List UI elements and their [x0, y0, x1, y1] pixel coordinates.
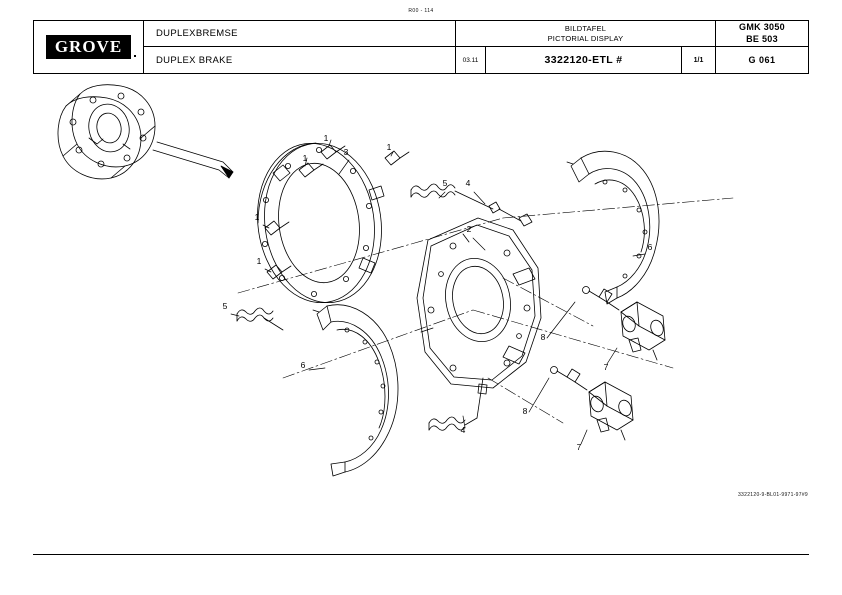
- spring-assembly-lower: [429, 378, 487, 430]
- wheel-brake-cylinder-lower: [551, 367, 634, 441]
- assembly-name-en: DUPLEX BRAKE: [156, 54, 233, 66]
- brake-shoe-lower: [313, 305, 398, 476]
- callout-15: 4: [460, 425, 466, 435]
- grove-logo: GROVE: [46, 35, 131, 59]
- spring-assembly-left: [237, 308, 283, 330]
- exploded-view-drawing: [33, 78, 809, 518]
- callout-10: 6: [647, 242, 653, 252]
- bolt-1a: [321, 145, 345, 159]
- callout-17: 7: [576, 442, 582, 452]
- assembly-name-cell: [144, 21, 456, 73]
- pictorial-display-cell: [456, 21, 716, 46]
- bolt-items: [265, 145, 409, 279]
- callout-9: 2: [466, 224, 472, 234]
- callout-7: 5: [442, 178, 448, 188]
- bolt-1b: [299, 163, 323, 177]
- part-number: 3322120-ETL #: [486, 47, 682, 73]
- footer-code: 3322120-9-BL01-9971-97#9: [737, 492, 808, 498]
- footer-divider: [33, 554, 809, 555]
- wheel-brake-cylinder-upper: [583, 287, 666, 361]
- callout-3: 3: [343, 147, 349, 157]
- model-variant: BE 503: [746, 33, 778, 44]
- callout-8: 4: [465, 178, 471, 188]
- callout-4: 1: [386, 142, 392, 152]
- brake-hub-assembly: [58, 85, 155, 179]
- brake-drum-ring: [247, 136, 391, 311]
- title-block: [33, 20, 809, 74]
- callout-14: 6: [300, 360, 306, 370]
- spring-assembly-upper: [411, 184, 532, 226]
- title-block-row-top: [456, 21, 808, 47]
- callout-5: 1: [254, 212, 260, 222]
- callout-6: 1: [256, 256, 262, 266]
- callout-2: 1: [302, 153, 308, 163]
- pictorial-label-de: BILDTAFEL: [564, 24, 607, 34]
- assembly-name-de: DUPLEXBREMSE: [144, 21, 455, 47]
- page-code: R00 - 114: [408, 8, 434, 14]
- brand-logo-cell: [34, 21, 144, 73]
- callout-11: 5: [222, 301, 228, 311]
- sheet-number: 1/1: [682, 47, 716, 73]
- revision-date: 03.11: [456, 47, 486, 73]
- group-code: G 061: [748, 55, 776, 65]
- hub-pointer-arrow: [153, 142, 233, 178]
- callout-1: 1: [323, 133, 329, 143]
- brake-shoe-upper: [567, 151, 659, 304]
- pictorial-label-en: PICTORIAL DISPLAY: [547, 33, 624, 43]
- brake-backing-plate: [417, 218, 541, 388]
- model-name: GMK 3050: [739, 21, 785, 32]
- model-cell: [716, 21, 808, 46]
- callout-16: 8: [522, 406, 528, 416]
- callout-12: 8: [540, 332, 546, 342]
- bolt-1c: [385, 151, 409, 165]
- callout-13: 7: [603, 362, 609, 372]
- title-block-row-bottom: [456, 47, 808, 73]
- title-block-right: [456, 21, 808, 73]
